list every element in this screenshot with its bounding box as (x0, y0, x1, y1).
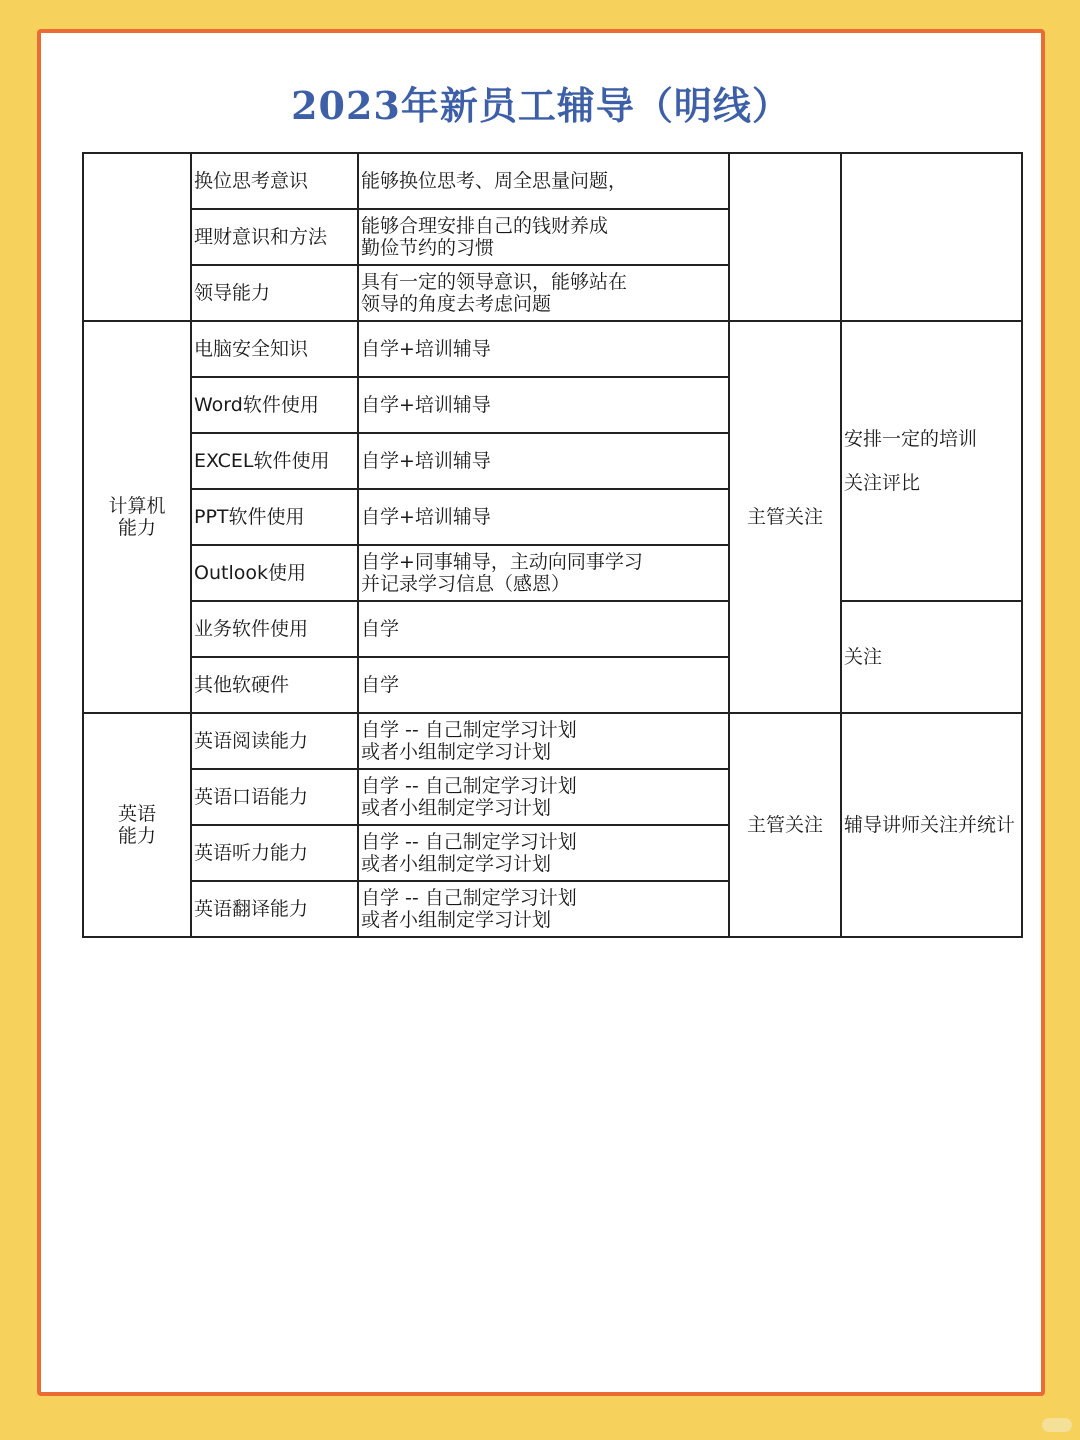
skill-cell: 英语阅读能力 (191, 713, 358, 769)
method-cell: 自学 -- 自己制定学习计划 或者小组制定学习计划 (358, 881, 729, 937)
skill-cell: 换位思考意识 (191, 153, 358, 209)
page-title: 2023年新员工辅导（明线） (291, 83, 791, 128)
skill-cell: Outlook使用 (191, 545, 358, 601)
method-cell: 自学+培训辅导 (358, 377, 729, 433)
action-cell-attention: 关注 (841, 601, 1022, 713)
method-cell: 自学 -- 自己制定学习计划 或者小组制定学习计划 (358, 713, 729, 769)
supervisor-cell: 主管关注 (729, 321, 841, 713)
supervisor-cell-empty (729, 153, 841, 321)
skill-cell: Word软件使用 (191, 377, 358, 433)
method-cell: 具有一定的领导意识，能够站在 领导的角度去考虑问题 (358, 265, 729, 321)
method-cell: 能够换位思考、周全思量问题， (358, 153, 729, 209)
method-cell: 自学+培训辅导 (358, 489, 729, 545)
table-row (83, 601, 1022, 657)
method-cell: 自学 (358, 601, 729, 657)
action-cell-empty (841, 153, 1022, 321)
watermark-badge (1042, 1418, 1072, 1432)
document-card (37, 29, 1045, 1396)
method-cell: 能够合理安排自己的钱财养成 勤俭节约的习惯 (358, 209, 729, 265)
action-cell-training: 安排一定的培训 关注评比 (841, 321, 1022, 601)
skill-cell: EXCEL软件使用 (191, 433, 358, 489)
skill-cell: 英语听力能力 (191, 825, 358, 881)
skill-cell: PPT软件使用 (191, 489, 358, 545)
method-cell: 自学 (358, 657, 729, 713)
action-cell-tutor: 辅导讲师关注并统计 (841, 713, 1022, 937)
table-row (83, 321, 1022, 377)
method-cell: 自学+培训辅导 (358, 433, 729, 489)
category-cell-empty (83, 153, 191, 321)
skill-cell: 理财意识和方法 (191, 209, 358, 265)
skill-cell: 英语翻译能力 (191, 881, 358, 937)
method-cell: 自学+培训辅导 (358, 321, 729, 377)
skill-cell: 领导能力 (191, 265, 358, 321)
coaching-table (82, 152, 1023, 938)
supervisor-cell: 主管关注 (729, 713, 841, 937)
table-row (83, 713, 1022, 769)
skill-cell: 英语口语能力 (191, 769, 358, 825)
skill-cell: 业务软件使用 (191, 601, 358, 657)
skill-cell: 其他软硬件 (191, 657, 358, 713)
table-row (83, 153, 1022, 209)
method-cell: 自学 -- 自己制定学习计划 或者小组制定学习计划 (358, 825, 729, 881)
category-cell-english: 英语 能力 (83, 713, 191, 937)
category-cell-computer: 计算机 能力 (83, 321, 191, 713)
method-cell: 自学+同事辅导，主动向同事学习 并记录学习信息（感恩） (358, 545, 729, 601)
method-cell: 自学 -- 自己制定学习计划 或者小组制定学习计划 (358, 769, 729, 825)
skill-cell: 电脑安全知识 (191, 321, 358, 377)
